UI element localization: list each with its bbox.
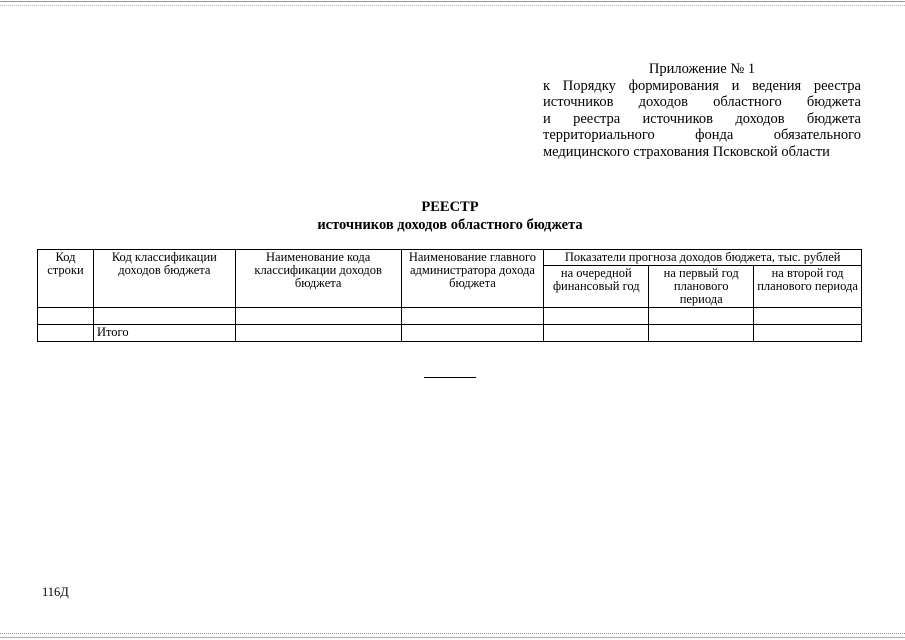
total-row [38, 325, 862, 342]
appendix-line: к Порядку формирования и ведения реестра [543, 77, 861, 94]
table-row [38, 308, 862, 325]
table-cell [754, 325, 862, 342]
appendix-line: и реестра источников доходов бюджета [543, 110, 861, 127]
header-chief-administrator: Наименование главного администратора дохода бюджета [401, 250, 544, 308]
table-cell [544, 308, 649, 325]
header-row-code: Код строки [38, 250, 94, 308]
table-cell [401, 308, 544, 325]
header-second-planning-year: на второй год планового периода [754, 266, 862, 308]
header-code-name: Наименование кода классификации доходов бюджета [235, 250, 401, 308]
appendix-line: медицинского страхования Псковской области [543, 143, 830, 160]
header-current-year: на очередной финансовый год [544, 266, 649, 308]
table-cell [401, 325, 544, 342]
appendix-line: территориального фонда обязательного [543, 127, 861, 143]
table-cell [649, 308, 754, 325]
table-cell [235, 308, 401, 325]
table-cell [38, 308, 94, 325]
header-classification-code: Код классификации доходов бюджета [93, 250, 235, 308]
end-divider [424, 377, 476, 378]
registry-title-block [250, 198, 650, 234]
scan-edge-bottom [0, 633, 905, 638]
registry-table [37, 249, 862, 342]
table-cell [754, 308, 862, 325]
table-cell [544, 325, 649, 342]
header-first-planning-year: на первый год планового периода [649, 266, 754, 308]
table-cell [649, 325, 754, 342]
table-cell [38, 325, 94, 342]
appendix-number: Приложение № 1 [648, 61, 756, 77]
appendix-line: источников доходов областного бюджета [543, 94, 861, 110]
appendix-block [543, 61, 861, 160]
registry-title: РЕЕСТР [421, 199, 479, 215]
header-forecast-indicators: Показатели прогноза доходов бюджета, тыс. рублей [544, 250, 862, 266]
table-cell [235, 325, 401, 342]
table-cell [93, 308, 235, 325]
registry-subtitle: источников доходов областного бюджета [317, 217, 583, 233]
total-label: Итого [93, 325, 235, 342]
page-code: 116Д [42, 585, 69, 599]
scan-edge-top [0, 1, 905, 6]
